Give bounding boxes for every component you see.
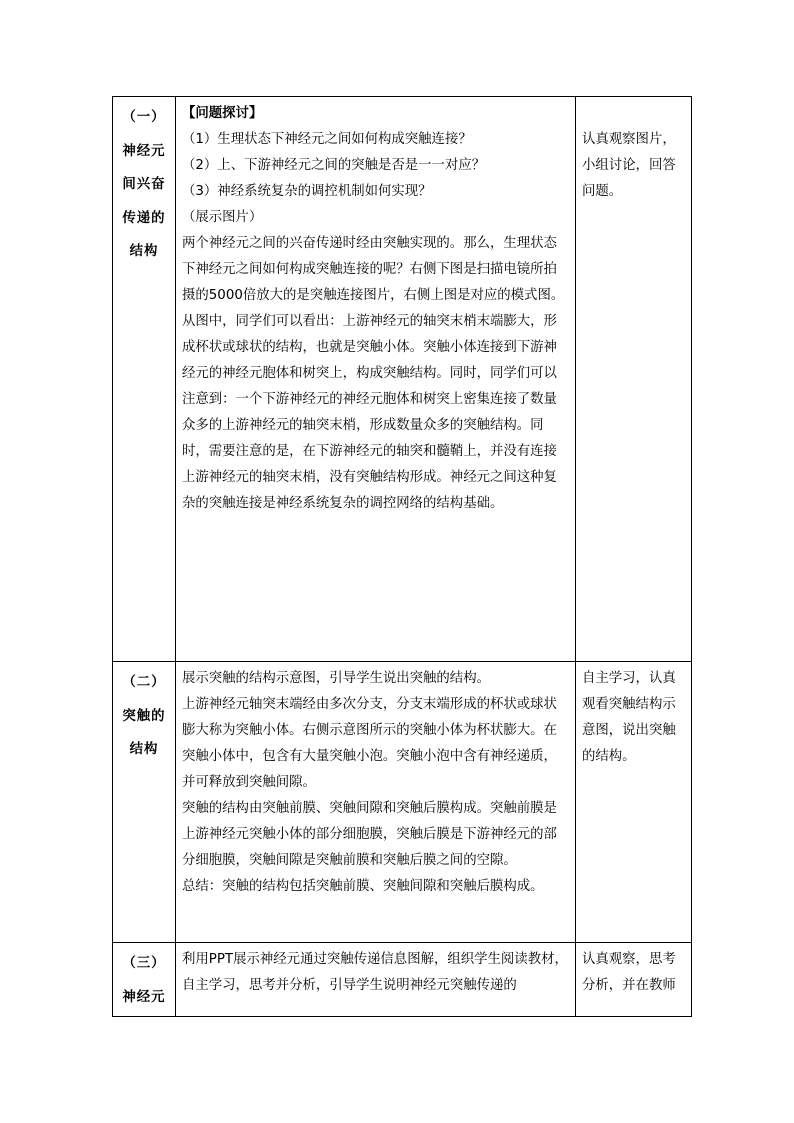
section-label: 结构 bbox=[129, 742, 159, 757]
content-paragraph: 上游神经元轴突末端经由多次分支，分支末端形成的杯状或球状膨大称为突触小体。右侧示意图所示的突触小体为杯状膨大。在突触小体中，包含有大量突触小泡。突触小泡中含有神经递质，并可释放到突触间隙。 bbox=[182, 697, 557, 790]
section-label: 间兴奋 bbox=[122, 177, 166, 192]
student-activity-cell bbox=[576, 97, 692, 662]
section-label: 神经元 bbox=[122, 143, 166, 159]
section-label: （三） bbox=[122, 956, 166, 971]
table-row bbox=[113, 662, 692, 943]
section-label: 结构 bbox=[129, 244, 159, 259]
section-label: 突触的 bbox=[122, 708, 166, 724]
section-label: （一） bbox=[122, 110, 166, 125]
content-paragraph: 利用PPT展示神经元通过突触传递信息图解，组织学生阅读教材，自主学习，思考并分析，引导学生说明神经元突触传递的 bbox=[182, 952, 568, 993]
teacher-activity-cell bbox=[176, 97, 576, 662]
content-paragraph: 两个神经元之间的兴奋传递时经由突触实现的。那么，生理状态下神经元之间如何构成突触连接的呢？右侧下图是扫描电镜所拍摄的5000倍放大的是突触连接图片，右侧上图是对应的模式图。 bbox=[182, 236, 565, 303]
section-cell bbox=[113, 943, 176, 1017]
student-activity-text: 自主学习，认真观看突触结构示意图，说出突触的结构。 bbox=[582, 671, 676, 764]
section-cell bbox=[113, 662, 176, 943]
section-label: （二） bbox=[122, 675, 166, 690]
content-paragraph: 从图中，同学们可以看出：上游神经元的轴突末梢末端膨大，形成杯状或球状的结构，也就是突触小体。突触小体连接到下游神经元的神经元胞体和树突上，构成突触结构。同时，同学们可以注意到：一个下游神经元的神经元胞体和树突上密集连接了数量众多的上游神经元的轴突末梢，形成数量众多的突触结构。同时，需要注意的是，在下游神经元的轴突和髓鞘上，并没有连接上游神经元的轴突末梢，没有突触结构形成。神经元之间这种复杂的突触连接是神经系统复杂的调控网络的结构基础。 bbox=[182, 314, 557, 511]
content-paragraph: 总结：突触的结构包括突触前膜、突触间隙和突触后膜构成。 bbox=[182, 879, 544, 894]
student-activity-text: 认真观察图片，小组讨论，回答问题。 bbox=[582, 132, 676, 199]
lesson-plan-table bbox=[112, 96, 692, 1017]
teacher-activity-cell bbox=[176, 943, 576, 1017]
table-row bbox=[113, 943, 692, 1017]
student-activity-cell bbox=[576, 943, 692, 1017]
teacher-activity-cell bbox=[176, 662, 576, 943]
content-paragraph: 展示突触的结构示意图，引导学生说出突触的结构。 bbox=[182, 671, 490, 686]
section-label: 传递的 bbox=[122, 210, 166, 226]
content-paragraph: （3）神经系统复杂的调控机制如何实现？ bbox=[182, 184, 432, 199]
content-paragraph: （1）生理状态下神经元之间如何构成突触连接？ bbox=[182, 132, 472, 147]
content-paragraph: （2）上、下游神经元之间的突触是否是一一对应？ bbox=[182, 158, 486, 173]
section-cell bbox=[113, 97, 176, 662]
student-activity-text: 认真观察，思考分析，并在教师 bbox=[582, 952, 676, 993]
content-paragraph: （展示图片） bbox=[182, 210, 263, 225]
content-paragraph: 突触的结构由突触前膜、突触间隙和突触后膜构成。突触前膜是上游神经元突触小体的部分细胞膜，突触后膜是下游神经元的部分细胞膜，突触间隙是突触前膜和突触后膜之间的空隙。 bbox=[182, 801, 557, 868]
student-activity-cell bbox=[576, 662, 692, 943]
content-heading: 【问题探讨】 bbox=[182, 106, 263, 121]
section-label: 神经元 bbox=[122, 989, 166, 1005]
table-row bbox=[113, 97, 692, 662]
